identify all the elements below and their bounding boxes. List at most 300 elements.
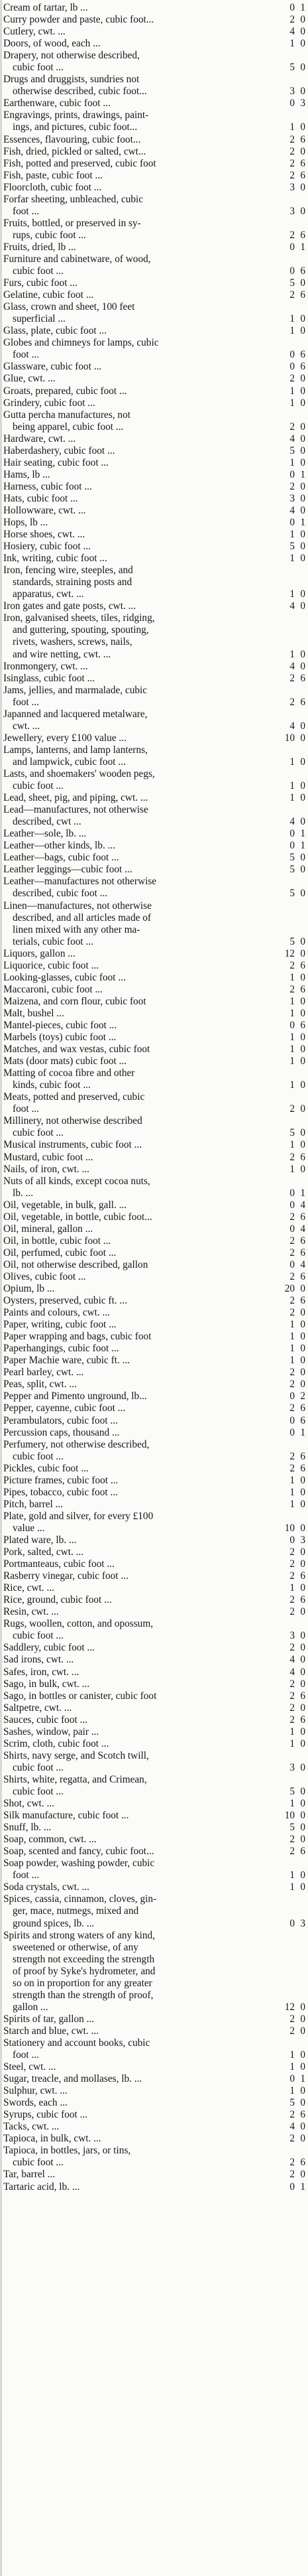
duty-rate bbox=[280, 1834, 307, 1846]
entry-line bbox=[3, 2097, 307, 2109]
entry-line bbox=[3, 2061, 307, 2073]
duty-rate bbox=[280, 1582, 307, 1594]
duty-rate bbox=[280, 1630, 307, 1642]
rate-shillings: 4 bbox=[289, 816, 295, 828]
entry-line bbox=[3, 517, 307, 529]
entry-text: Haberdashery, cubic foot ... bbox=[3, 444, 115, 456]
rate-shillings: 2 bbox=[289, 1834, 295, 1846]
entry-text: Lead—manufactures, not otherwise bbox=[3, 804, 148, 816]
entry-line bbox=[3, 565, 307, 576]
rate-pence: 1 bbox=[300, 1426, 305, 1438]
entry-text: cubic foot ... bbox=[13, 1450, 64, 1462]
entry-text: Lasts, and shoemakers' wooden pegs, bbox=[3, 768, 155, 780]
rate-shillings: 0 bbox=[289, 1199, 295, 1211]
rate-pence: 0 bbox=[300, 1319, 305, 1331]
entry-text: Stationery and account books, cubic bbox=[3, 2037, 150, 2049]
entry-continuation-line bbox=[3, 576, 307, 588]
entry-text: Scrim, cloth, cubic foot ... bbox=[3, 1737, 109, 1749]
duty-rate bbox=[280, 2025, 307, 2037]
rate-shillings: 0 bbox=[289, 349, 295, 361]
rate-pence: 0 bbox=[300, 2013, 305, 2025]
entry-continuation-line bbox=[3, 1942, 307, 1954]
tariff-entry bbox=[3, 972, 307, 984]
rate-shillings: 2 bbox=[289, 2157, 295, 2169]
tariff-entry bbox=[3, 709, 307, 732]
rate-pence: 6 bbox=[300, 349, 305, 361]
entry-text: linen mixed with any other ma- bbox=[13, 923, 140, 935]
entry-continuation-line bbox=[3, 121, 307, 133]
rate-pence: 0 bbox=[300, 373, 305, 385]
entry-line bbox=[3, 194, 307, 206]
tariff-entry bbox=[3, 1463, 307, 1475]
tariff-entry bbox=[3, 732, 307, 744]
entry-line bbox=[3, 744, 307, 756]
tariff-entry bbox=[3, 2133, 307, 2145]
entry-text: Olives, cubic foot ... bbox=[3, 1270, 86, 1282]
rate-shillings: 12 bbox=[284, 2001, 295, 2013]
entry-line bbox=[3, 2073, 307, 2085]
rate-pence: 6 bbox=[300, 1714, 305, 1726]
entry-line bbox=[3, 1702, 307, 1714]
entry-text: cubic foot ... bbox=[13, 2157, 64, 2169]
tariff-entry bbox=[3, 2013, 307, 2025]
tariff-entry bbox=[3, 253, 307, 277]
duty-rate bbox=[280, 1786, 307, 1798]
rate-pence: 0 bbox=[300, 2097, 305, 2109]
entry-line bbox=[3, 14, 307, 26]
duty-rate bbox=[280, 1211, 307, 1223]
rate-shillings: 0 bbox=[289, 2073, 295, 2085]
rate-pence: 0 bbox=[300, 62, 305, 74]
tariff-entry bbox=[3, 1642, 307, 1654]
duty-rate bbox=[280, 816, 307, 828]
entry-text: otherwise described, cubic foot... bbox=[13, 86, 147, 98]
entry-continuation-line bbox=[3, 2001, 307, 2013]
rate-pence: 6 bbox=[300, 2109, 305, 2121]
rate-pence: 6 bbox=[300, 672, 305, 684]
entry-line bbox=[3, 1235, 307, 1247]
rate-shillings: 0 bbox=[289, 1390, 295, 1402]
rate-shillings: 1 bbox=[289, 385, 295, 397]
entry-continuation-line bbox=[3, 1786, 307, 1798]
entry-line bbox=[3, 170, 307, 182]
tariff-entry bbox=[3, 1618, 307, 1642]
rate-pence: 0 bbox=[300, 1163, 305, 1175]
entry-text: Oil, mineral, gallon ... bbox=[3, 1223, 93, 1235]
entry-line bbox=[3, 1642, 307, 1654]
entry-line bbox=[3, 385, 307, 397]
rate-shillings: 4 bbox=[289, 433, 295, 444]
rate-pence: 0 bbox=[300, 553, 305, 565]
rate-shillings: 2 bbox=[289, 1846, 295, 1858]
entry-continuation-line bbox=[3, 1103, 307, 1115]
entry-text: Tapioca, in bottles, jars, or tins, bbox=[3, 2145, 131, 2157]
entry-text: ger, mace, nutmegs, mixed and bbox=[13, 1905, 139, 1917]
rate-shillings: 2 bbox=[289, 983, 295, 995]
duty-rate bbox=[280, 1271, 307, 1283]
entry-text: Shirts, white, regatta, and Crimean, bbox=[3, 1773, 147, 1785]
rate-pence: 6 bbox=[300, 1211, 305, 1223]
entry-line bbox=[3, 1008, 307, 1020]
entry-line bbox=[3, 972, 307, 984]
entry-text: Oil, in bottle, cubic foot ... bbox=[3, 1235, 111, 1247]
duty-rate bbox=[280, 553, 307, 565]
entry-text: Mantel-pieces, cubic foot ... bbox=[3, 1019, 117, 1031]
duty-rate bbox=[280, 121, 307, 133]
duty-rate bbox=[280, 1606, 307, 1618]
duty-rate bbox=[280, 1402, 307, 1414]
duty-rate bbox=[280, 2, 307, 14]
duty-rate bbox=[280, 1152, 307, 1164]
tariff-entry bbox=[3, 1475, 307, 1487]
tariff-entry bbox=[3, 50, 307, 74]
rate-pence: 6 bbox=[300, 983, 305, 995]
entry-text: Glass, crown and sheet, 100 feet bbox=[3, 301, 135, 313]
tariff-entry bbox=[3, 218, 307, 241]
rate-shillings: 3 bbox=[289, 492, 295, 504]
rate-shillings: 4 bbox=[289, 600, 295, 612]
tariff-entry bbox=[3, 158, 307, 170]
duty-rate bbox=[280, 2157, 307, 2169]
rate-pence: 0 bbox=[300, 433, 305, 444]
entry-line bbox=[3, 1798, 307, 1810]
rate-shillings: 1 bbox=[289, 588, 295, 600]
rate-shillings: 2 bbox=[289, 1594, 295, 1606]
entry-line bbox=[3, 1487, 307, 1499]
entry-text: Safes, iron, cwt. ... bbox=[3, 1666, 79, 1678]
duty-rate bbox=[280, 469, 307, 481]
rate-shillings: 2 bbox=[289, 169, 295, 181]
duty-rate bbox=[280, 1762, 307, 1774]
tariff-entry bbox=[3, 744, 307, 768]
rate-shillings: 2 bbox=[289, 1678, 295, 1690]
entry-line bbox=[3, 804, 307, 816]
entry-text: terials, cubic foot ... bbox=[13, 935, 93, 947]
duty-rate bbox=[280, 38, 307, 50]
duty-rate bbox=[280, 1139, 307, 1151]
rate-pence: 3 bbox=[300, 1917, 305, 1929]
tariff-entry bbox=[3, 996, 307, 1008]
entry-line bbox=[3, 661, 307, 673]
rate-pence: 0 bbox=[300, 1355, 305, 1367]
entry-text: Spirits and strong waters of any kind, bbox=[3, 1929, 155, 1941]
rate-pence: 6 bbox=[300, 1450, 305, 1462]
entry-line bbox=[3, 2025, 307, 2037]
rate-pence: 0 bbox=[300, 492, 305, 504]
tariff-entry bbox=[3, 1606, 307, 1618]
rate-shillings: 1 bbox=[289, 1343, 295, 1355]
entry-text: Lead, sheet, pig, and piping, cwt. ... bbox=[3, 792, 148, 804]
entry-continuation-line bbox=[3, 756, 307, 768]
duty-rate bbox=[280, 481, 307, 493]
entry-continuation-line bbox=[3, 313, 307, 325]
entry-text: Jewellery, every £100 value ... bbox=[3, 732, 127, 744]
tariff-entry bbox=[3, 2181, 307, 2193]
rate-pence: 0 bbox=[300, 1678, 305, 1690]
duty-rate bbox=[280, 1487, 307, 1499]
tariff-entry bbox=[3, 2061, 307, 2073]
tariff-entry bbox=[3, 397, 307, 409]
tariff-entry bbox=[3, 661, 307, 673]
tariff-entry bbox=[3, 1678, 307, 1690]
rate-pence: 0 bbox=[300, 1822, 305, 1834]
tariff-entry bbox=[3, 1223, 307, 1235]
entry-line bbox=[3, 74, 307, 86]
entry-line bbox=[3, 26, 307, 38]
duty-rate bbox=[280, 1654, 307, 1666]
entry-line bbox=[3, 2169, 307, 2181]
duty-rate bbox=[280, 1223, 307, 1235]
entry-text: cubic foot ... bbox=[13, 1761, 64, 1773]
duty-rate bbox=[280, 541, 307, 553]
entry-line bbox=[3, 1881, 307, 1893]
duty-rate bbox=[280, 1379, 307, 1390]
entry-text: Isinglass, cubic foot ... bbox=[3, 672, 95, 684]
rate-pence: 0 bbox=[300, 325, 305, 337]
duty-rate bbox=[280, 1032, 307, 1044]
entry-text: Cream of tartar, lb ... bbox=[3, 2, 88, 13]
tariff-entry bbox=[3, 98, 307, 109]
rate-pence: 3 bbox=[300, 1534, 305, 1546]
entry-text: rivets, washers, screws, nails, bbox=[13, 636, 132, 648]
rate-pence: 6 bbox=[300, 1151, 305, 1163]
rate-pence: 6 bbox=[300, 361, 305, 373]
rate-pence: 1 bbox=[300, 2073, 305, 2085]
entry-line bbox=[3, 1331, 307, 1343]
duty-rate bbox=[280, 984, 307, 996]
tariff-entry bbox=[3, 1008, 307, 1020]
rate-shillings: 1 bbox=[289, 2049, 295, 2061]
duty-rate bbox=[280, 1259, 307, 1271]
entry-line bbox=[3, 50, 307, 62]
rate-shillings: 1 bbox=[289, 1319, 295, 1331]
duty-rate bbox=[280, 2169, 307, 2181]
entry-text: Meats, potted and preserved, cubic bbox=[3, 1091, 145, 1103]
tariff-entry bbox=[3, 2121, 307, 2133]
rate-shillings: 1 bbox=[289, 995, 295, 1007]
entry-line bbox=[3, 134, 307, 146]
entry-text: Syrups, cubic foot ... bbox=[3, 2109, 88, 2121]
entry-line bbox=[3, 2, 307, 14]
entry-line bbox=[3, 1846, 307, 1858]
tariff-entry bbox=[3, 1714, 307, 1726]
rate-pence: 0 bbox=[300, 1737, 305, 1749]
entry-line bbox=[3, 146, 307, 158]
entry-line bbox=[3, 1534, 307, 1546]
entry-line bbox=[3, 337, 307, 349]
tariff-entry bbox=[3, 1822, 307, 1834]
entry-line bbox=[3, 1475, 307, 1487]
entry-continuation-line bbox=[3, 649, 307, 661]
tariff-entry bbox=[3, 289, 307, 301]
tariff-entry bbox=[3, 1534, 307, 1546]
entry-text: Steel, cwt. ... bbox=[3, 2061, 56, 2073]
entry-text: Hops, lb ... bbox=[3, 517, 48, 529]
entry-text: kinds, cubic foot ... bbox=[13, 1079, 91, 1091]
tariff-entry bbox=[3, 1295, 307, 1307]
rate-pence: 6 bbox=[300, 289, 305, 301]
duty-rate bbox=[280, 2133, 307, 2145]
rate-shillings: 0 bbox=[289, 1258, 295, 1270]
entry-line bbox=[3, 1211, 307, 1223]
rate-shillings: 2 bbox=[289, 696, 295, 708]
tariff-entry bbox=[3, 1427, 307, 1439]
rate-shillings: 2 bbox=[289, 1367, 295, 1379]
duty-rate bbox=[280, 960, 307, 972]
tariff-entry bbox=[3, 1199, 307, 1211]
entry-line bbox=[3, 1295, 307, 1307]
duty-rate bbox=[280, 349, 307, 361]
duty-rate bbox=[280, 1546, 307, 1558]
duty-rate bbox=[280, 529, 307, 541]
rate-shillings: 0 bbox=[289, 1414, 295, 1426]
tariff-entry bbox=[3, 1139, 307, 1151]
rate-shillings: 1 bbox=[289, 121, 295, 133]
duty-rate bbox=[280, 1714, 307, 1726]
rate-pence: 0 bbox=[300, 1331, 305, 1343]
entry-text: of proof by Syke's hydrometer, and bbox=[13, 1965, 156, 1977]
rate-pence: 0 bbox=[300, 181, 305, 193]
tariff-entry bbox=[3, 241, 307, 253]
tariff-entry bbox=[3, 1164, 307, 1176]
duty-rate bbox=[280, 792, 307, 804]
tariff-entry bbox=[3, 565, 307, 600]
rate-shillings: 2 bbox=[289, 2133, 295, 2145]
duty-rate bbox=[280, 1463, 307, 1475]
rate-pence: 1 bbox=[300, 828, 305, 840]
tariff-entry bbox=[3, 1115, 307, 1139]
tariff-entry bbox=[3, 600, 307, 612]
duty-rate bbox=[280, 1020, 307, 1032]
rate-pence: 0 bbox=[300, 792, 305, 804]
entry-line bbox=[3, 1463, 307, 1475]
rate-pence: 0 bbox=[300, 995, 305, 1007]
duty-rate bbox=[280, 457, 307, 469]
entry-line bbox=[3, 1115, 307, 1127]
duty-rate bbox=[280, 86, 307, 98]
tariff-entry bbox=[3, 2037, 307, 2061]
entry-text: Leather—bags, cubic foot ... bbox=[3, 852, 119, 864]
rate-shillings: 10 bbox=[284, 732, 295, 744]
tariff-entry bbox=[3, 146, 307, 158]
tariff-entry bbox=[3, 1511, 307, 1534]
rate-shillings: 4 bbox=[289, 26, 295, 38]
entry-line bbox=[3, 1893, 307, 1905]
entry-line bbox=[3, 1726, 307, 1738]
rate-shillings: 1 bbox=[289, 325, 295, 337]
entry-line bbox=[3, 1283, 307, 1295]
rate-pence: 0 bbox=[300, 2001, 305, 2013]
entry-text: Tartaric acid, lb. ... bbox=[3, 2181, 80, 2193]
entry-text: Paints and colours, cwt. ... bbox=[3, 1307, 111, 1319]
entry-text: Rice, ground, cubic foot ... bbox=[3, 1594, 112, 1606]
duty-rate bbox=[280, 649, 307, 661]
entry-line bbox=[3, 2085, 307, 2097]
entry-line bbox=[3, 1690, 307, 1702]
rate-pence: 0 bbox=[300, 1834, 305, 1846]
rate-shillings: 2 bbox=[289, 1702, 295, 1714]
duty-rate bbox=[280, 1726, 307, 1738]
entry-text: Iron, galvanised sheets, tiles, ridging, bbox=[3, 612, 155, 624]
tariff-entry bbox=[3, 876, 307, 900]
rate-shillings: 1 bbox=[289, 529, 295, 541]
rate-shillings: 1 bbox=[289, 1798, 295, 1810]
rate-pence: 0 bbox=[300, 1055, 305, 1067]
entry-line bbox=[3, 1738, 307, 1750]
entry-continuation-line bbox=[3, 1451, 307, 1463]
duty-rate bbox=[280, 2013, 307, 2025]
entry-line bbox=[3, 1044, 307, 1055]
entry-line bbox=[3, 481, 307, 493]
tariff-entry bbox=[3, 804, 307, 828]
rate-pence: 3 bbox=[300, 98, 305, 109]
duty-rate bbox=[280, 1570, 307, 1582]
entry-text: Peas, split, cwt. ... bbox=[3, 1379, 77, 1390]
tariff-entry bbox=[3, 325, 307, 337]
tariff-entry bbox=[3, 26, 307, 38]
entry-text: Rasberry vinegar, cubic foot ... bbox=[3, 1570, 128, 1582]
rate-shillings: 1 bbox=[289, 1869, 295, 1881]
tariff-entry bbox=[3, 840, 307, 852]
tariff-entry bbox=[3, 1558, 307, 1570]
entry-continuation-line bbox=[3, 1079, 307, 1091]
entry-text: Hams, lb ... bbox=[3, 468, 50, 480]
entry-text: Looking-glasses, cubic foot ... bbox=[3, 971, 126, 983]
entry-line bbox=[3, 2121, 307, 2133]
entry-text: Paper wrapping and bags, cubic foot bbox=[3, 1331, 152, 1343]
entry-text: Oil, vegetable, in bottle, cubic foot... bbox=[3, 1211, 152, 1223]
duty-rate bbox=[280, 14, 307, 26]
entry-line bbox=[3, 1307, 307, 1319]
rate-shillings: 1 bbox=[289, 1737, 295, 1749]
duty-rate bbox=[280, 996, 307, 1008]
duty-rate bbox=[280, 756, 307, 768]
tariff-entry bbox=[3, 1893, 307, 1929]
duty-rate bbox=[280, 1044, 307, 1055]
entry-line bbox=[3, 900, 307, 912]
entry-text: Oysters, preserved, cubic ft. ... bbox=[3, 1295, 127, 1307]
entry-text: Liquorice, cubic foot ... bbox=[3, 959, 99, 971]
duty-rate bbox=[280, 26, 307, 38]
entry-text: Sulphur, cwt. ... bbox=[3, 2085, 68, 2097]
rate-pence: 0 bbox=[300, 1379, 305, 1390]
entry-text: Sashes, window, pair ... bbox=[3, 1726, 99, 1737]
entry-line bbox=[3, 2109, 307, 2121]
rate-pence: 1 bbox=[300, 2, 305, 13]
rate-shillings: 0 bbox=[289, 1534, 295, 1546]
tariff-entry bbox=[3, 493, 307, 505]
rate-shillings: 2 bbox=[289, 1247, 295, 1258]
entry-line bbox=[3, 38, 307, 50]
rate-pence: 1 bbox=[300, 840, 305, 852]
rate-pence: 0 bbox=[300, 444, 305, 456]
rate-shillings: 2 bbox=[289, 1211, 295, 1223]
rate-shillings: 0 bbox=[289, 265, 295, 277]
duty-rate bbox=[280, 661, 307, 673]
entry-continuation-line bbox=[3, 2049, 307, 2061]
duty-rate bbox=[280, 1415, 307, 1427]
rate-pence: 0 bbox=[300, 541, 305, 553]
tariff-entry bbox=[3, 1738, 307, 1750]
duty-rate bbox=[280, 1331, 307, 1343]
rate-pence: 0 bbox=[300, 1367, 305, 1379]
rate-pence: 0 bbox=[300, 397, 305, 409]
entry-continuation-line bbox=[3, 2157, 307, 2169]
entry-line bbox=[3, 1402, 307, 1414]
tariff-entry bbox=[3, 2025, 307, 2037]
entry-continuation-line bbox=[3, 888, 307, 900]
duty-rate bbox=[280, 397, 307, 409]
